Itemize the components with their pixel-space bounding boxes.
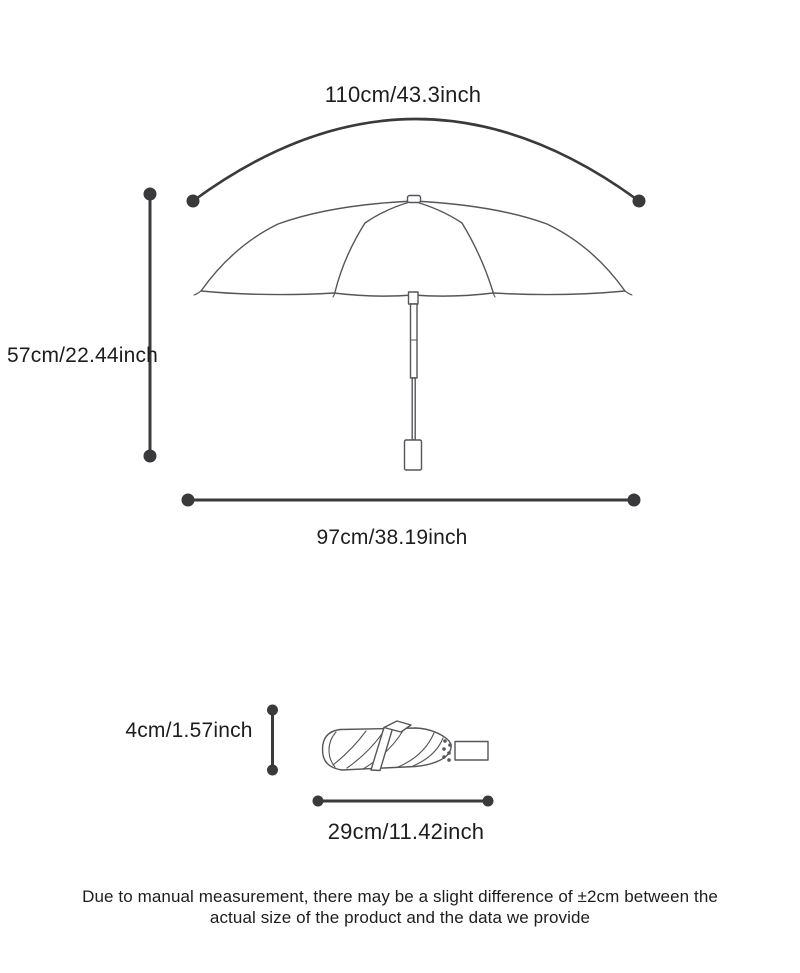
open-diameter-measure-label: 97cm/38.19inch <box>316 526 468 549</box>
folded-length-measure-label: 29cm/11.42inch <box>327 819 485 844</box>
canopy-arc-measure-line <box>187 119 646 208</box>
open-diameter-measure-line <box>182 494 641 507</box>
open-height-measure-label: 57cm/22.44inch <box>7 344 159 367</box>
folded-length-measure-line <box>313 796 494 807</box>
folded-umbrella-drawing <box>323 721 489 771</box>
disclaimer-line-1: Due to manual measurement, there may be a slight difference of ±2cm between the <box>82 887 718 906</box>
measurement-disclaimer <box>0 886 800 928</box>
canopy-arc-measure-label: 110cm/43.3inch <box>324 82 482 107</box>
folded-thickness-measure-line <box>267 705 278 776</box>
folded-thickness-measure-label: 4cm/1.57inch <box>125 719 253 742</box>
open-umbrella-drawing <box>194 196 632 471</box>
disclaimer-line-2: actual size of the product and the data we provide <box>209 908 591 927</box>
open-height-measure-line <box>144 188 157 463</box>
